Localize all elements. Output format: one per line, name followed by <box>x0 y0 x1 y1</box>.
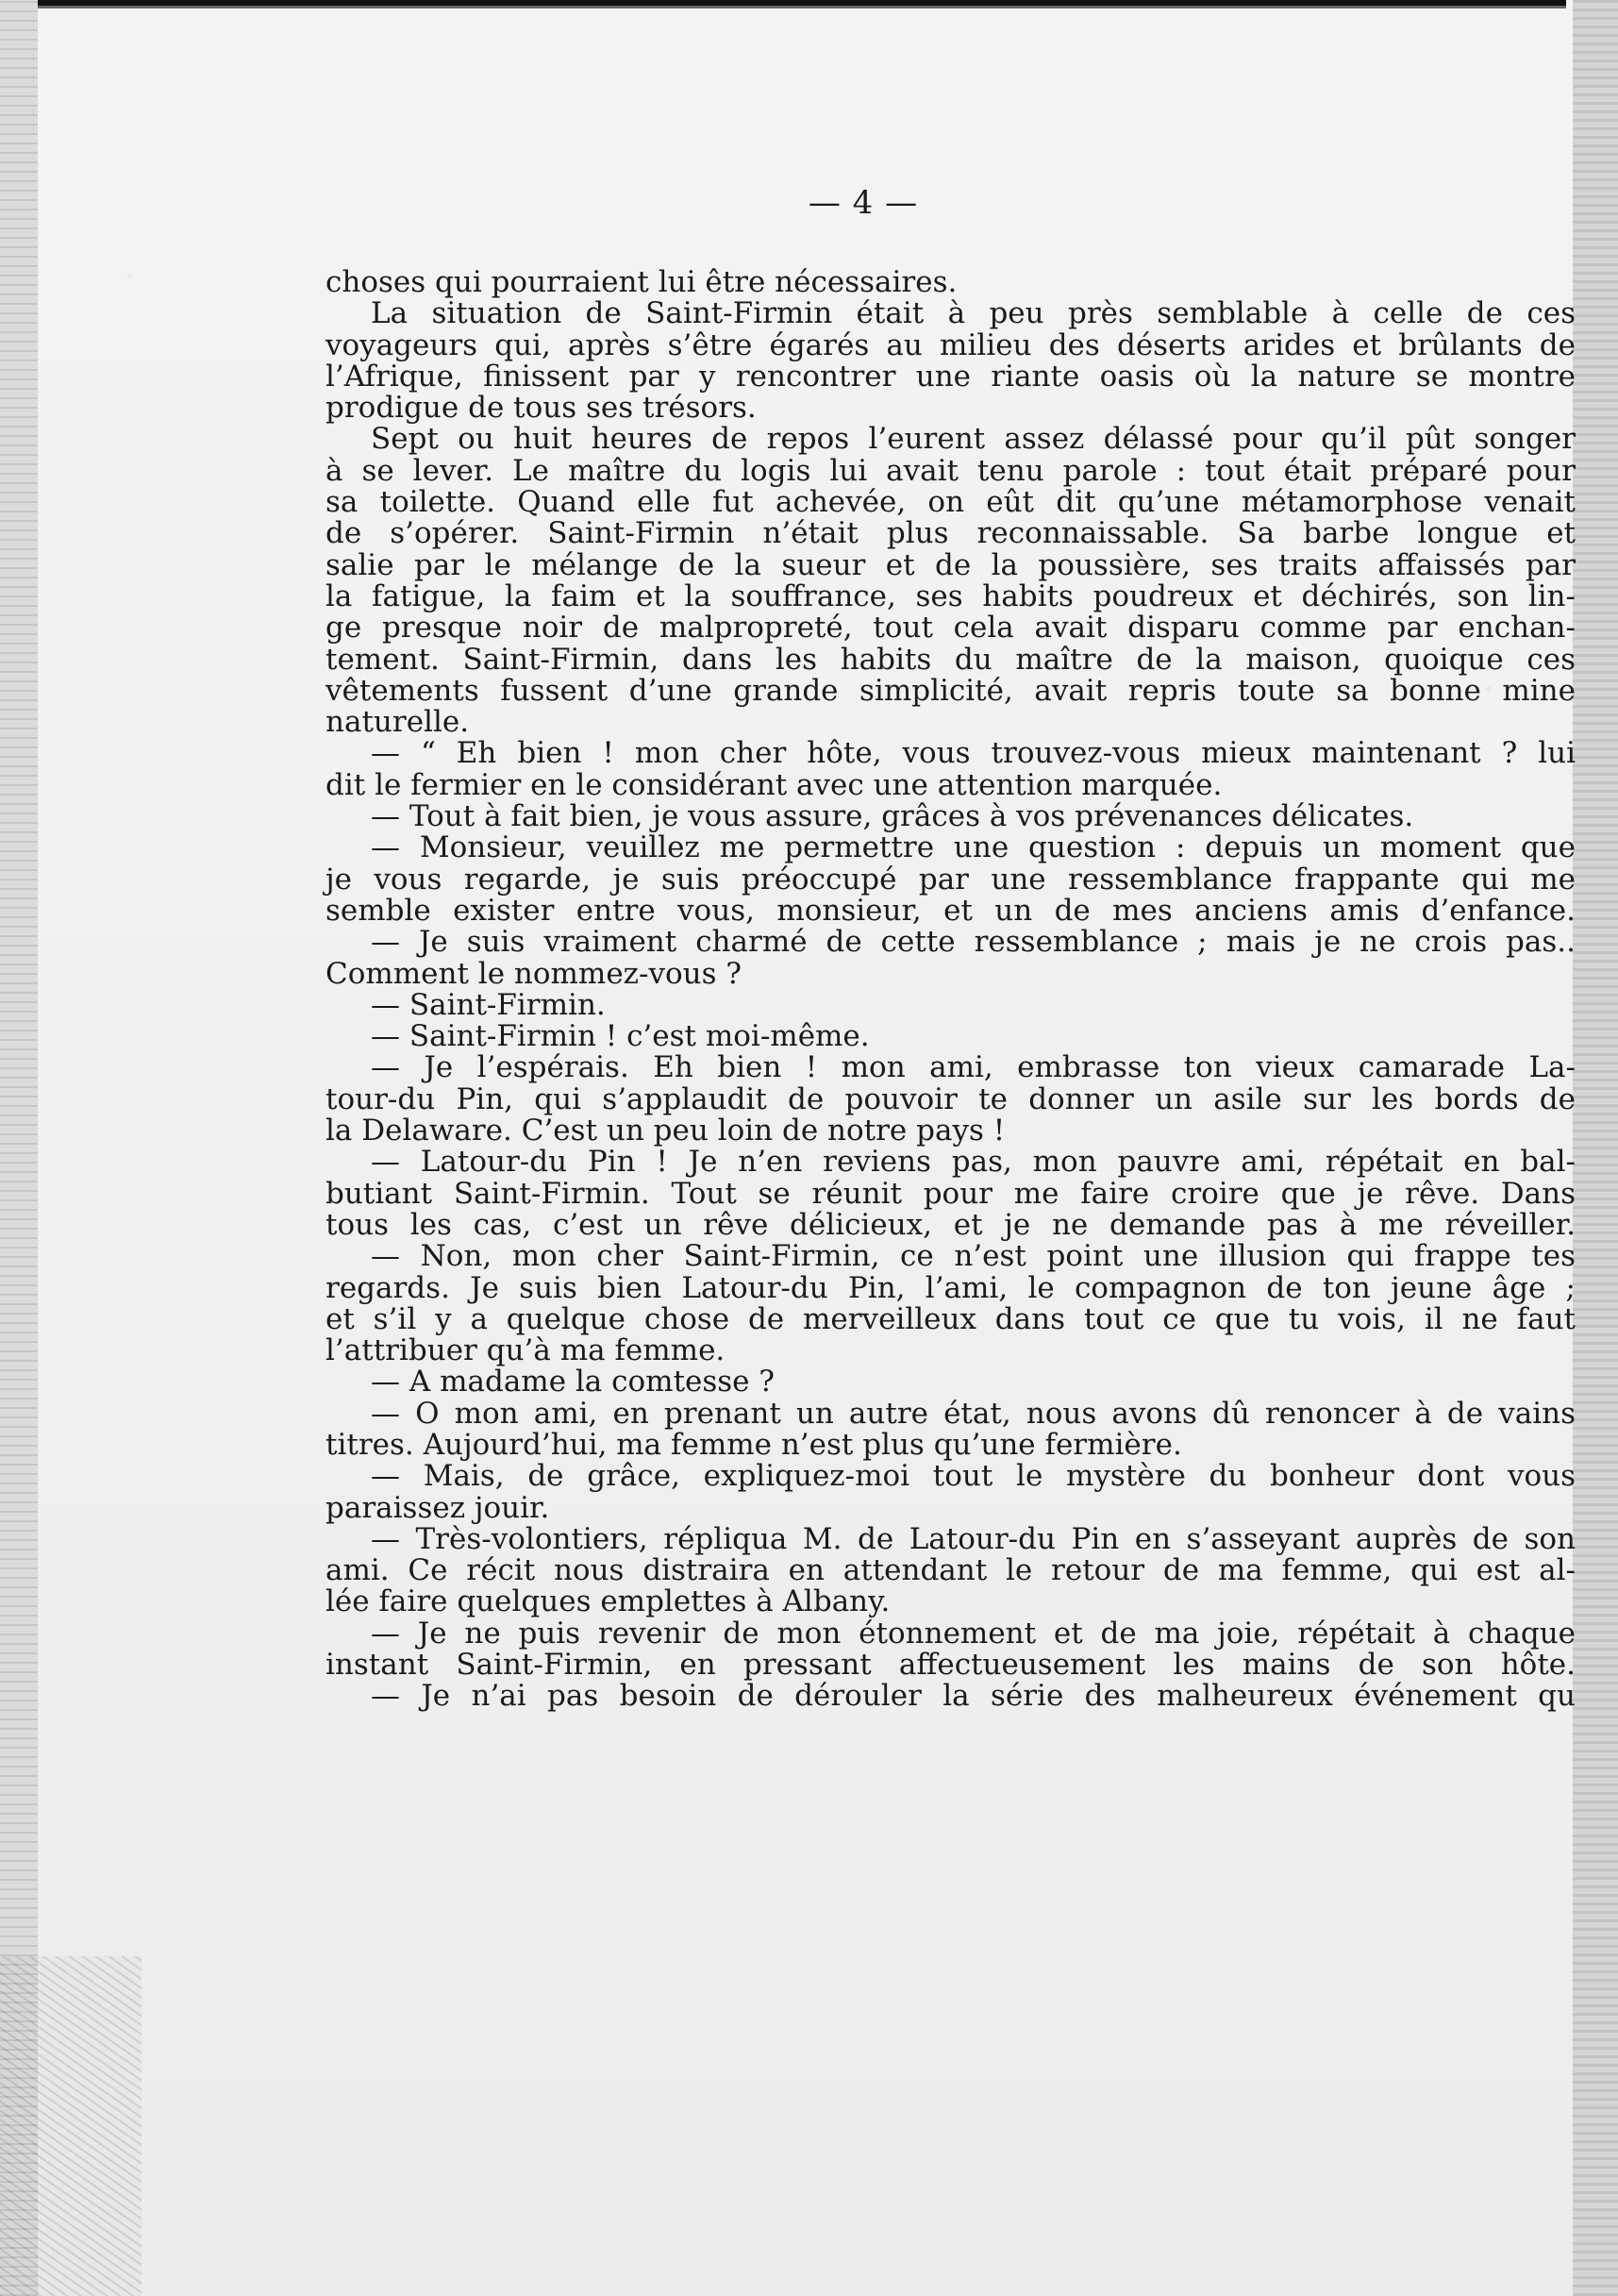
text-line: semble exister entre vous, monsieur, et un de mes anciens amis d’enfance. <box>325 893 1576 928</box>
text-line: — Je suis vraiment charmé de cette ressemblance ; mais je ne crois pas.. <box>371 925 1576 960</box>
text-line: la Delaware. C’est un peu loin de notre pays ! <box>325 1114 1006 1148</box>
text-line: l’Afrique, finissent par y rencontrer une riante oasis où la nature se montre <box>325 359 1576 394</box>
text-line: — Je ne puis revenir de mon étonnement et de ma joie, répétait à chaque <box>371 1616 1576 1651</box>
page-number: — 4 — <box>808 184 919 222</box>
text-line: vêtements fussent d’une grande simplicité, avait repris toute sa bonne mine <box>325 673 1576 708</box>
text-line: — O mon ami, en prenant un autre état, nous avons dû renoncer à de vains <box>371 1396 1576 1431</box>
bottom-left-scan-shadow <box>0 1956 142 2296</box>
text-line: — Monsieur, veuillez me permettre une question : depuis un moment que <box>371 830 1576 865</box>
text-line: sa toilette. Quand elle fut achevée, on eût dit qu’une métamorphose venait <box>325 485 1576 520</box>
text-line: prodigue de tous ses trésors. <box>325 391 757 426</box>
text-line: tous les cas, c’est un rêve délicieux, et je ne demande pas à me réveiller. <box>325 1207 1576 1242</box>
text-line: titres. Aujourd’hui, ma femme n’est plus qu’une fermière. <box>325 1427 1182 1462</box>
text-line: à se lever. Le maître du logis lui avait tenu parole : tout était préparé pour <box>325 453 1576 488</box>
text-line: Comment le nommez-vous ? <box>325 956 742 991</box>
text-line: voyageurs qui, après s’être égarés au milieu des déserts arides et brûlants de <box>325 327 1576 362</box>
text-line: je vous regarde, je suis préoccupé par une ressemblance frappante qui me <box>325 862 1576 897</box>
left-scan-edge <box>0 0 38 2296</box>
text-line: de s’opérer. Saint-Firmin n’était plus reconnaissable. Sa barbe longue et <box>325 516 1576 551</box>
text-line: — Je l’espérais. Eh bien ! mon ami, embrasse ton vieux camarade La- <box>371 1050 1576 1085</box>
text-line: instant Saint-Firmin, en pressant affectueusement les mains de son hôte. <box>325 1648 1576 1683</box>
text-line: — Latour-du Pin ! Je n’en reviens pas, mon pauvre ami, répétait en bal- <box>371 1145 1576 1180</box>
text-line: naturelle. <box>325 705 470 740</box>
top-rule <box>0 0 1566 15</box>
text-line: — Non, mon cher Saint-Firmin, ce n’est point une illusion qui frappe tes <box>371 1239 1576 1274</box>
body-text <box>325 267 1576 1713</box>
text-line: la fatigue, la faim et la souffrance, ses habits poudreux et déchirés, son lin- <box>325 578 1576 613</box>
text-line: — Tout à fait bien, je vous assure, grâces à vos prévenances délicates. <box>371 799 1414 834</box>
text-line: choses qui pourraient lui être nécessaires. <box>325 265 958 299</box>
text-line: — Je n’ai pas besoin de dérouler la série des malheureux événement qu <box>371 1679 1576 1714</box>
text-line: butiant Saint-Firmin. Tout se réunit pour me faire croire que je rêve. Dans <box>325 1176 1576 1211</box>
text-line: tement. Saint-Firmin, dans les habits du maître de la maison, quoique ces <box>325 642 1576 677</box>
text-line: salie par le mélange de la sueur et de la poussière, ses traits affaissés par <box>325 547 1576 582</box>
text-line: ami. Ce récit nous distraira en attendant le retour de ma femme, qui est al- <box>325 1553 1576 1588</box>
text-line: regards. Je suis bien Latour-du Pin, l’ami, le compagnon de ton jeune âge ; <box>325 1270 1576 1305</box>
text-line: — Saint-Firmin ! c’est moi-même. <box>371 1019 870 1054</box>
text-line: — Mais, de grâce, expliquez-moi tout le mystère du bonheur dont vous <box>371 1459 1576 1494</box>
text-line: La situation de Saint-Firmin était à peu près semblable à celle de ces <box>371 296 1576 331</box>
text-line: l’attribuer qu’à ma femme. <box>325 1333 726 1368</box>
text-line: — Saint-Firmin. <box>371 987 606 1022</box>
text-line: tour-du Pin, qui s’applaudit de pouvoir te donner un asile sur les bords de <box>325 1081 1576 1116</box>
text-line: lée faire quelques emplettes à Albany. <box>325 1584 891 1619</box>
text-line: Sept ou huit heures de repos l’eurent assez délassé pour qu’il pût songer <box>371 422 1576 457</box>
text-line: — Très-volontiers, répliqua M. de Latour-du Pin en s’asseyant auprès de son <box>371 1521 1576 1556</box>
text-line: dit le fermier en le considérant avec une attention marquée. <box>325 767 1223 802</box>
text-line: paraissez jouir. <box>325 1490 550 1525</box>
right-scan-edge <box>1573 0 1618 2296</box>
text-line: — “ Eh bien ! mon cher hôte, vous trouvez-vous mieux maintenant ? lui <box>371 736 1576 771</box>
text-line: — A madame la comtesse ? <box>371 1365 776 1399</box>
text-line: ge presque noir de malpropreté, tout cela avait disparu comme par enchan- <box>325 611 1576 645</box>
text-line: et s’il y a quelque chose de merveilleux dans tout ce que tu vois, il ne faut <box>325 1301 1576 1336</box>
